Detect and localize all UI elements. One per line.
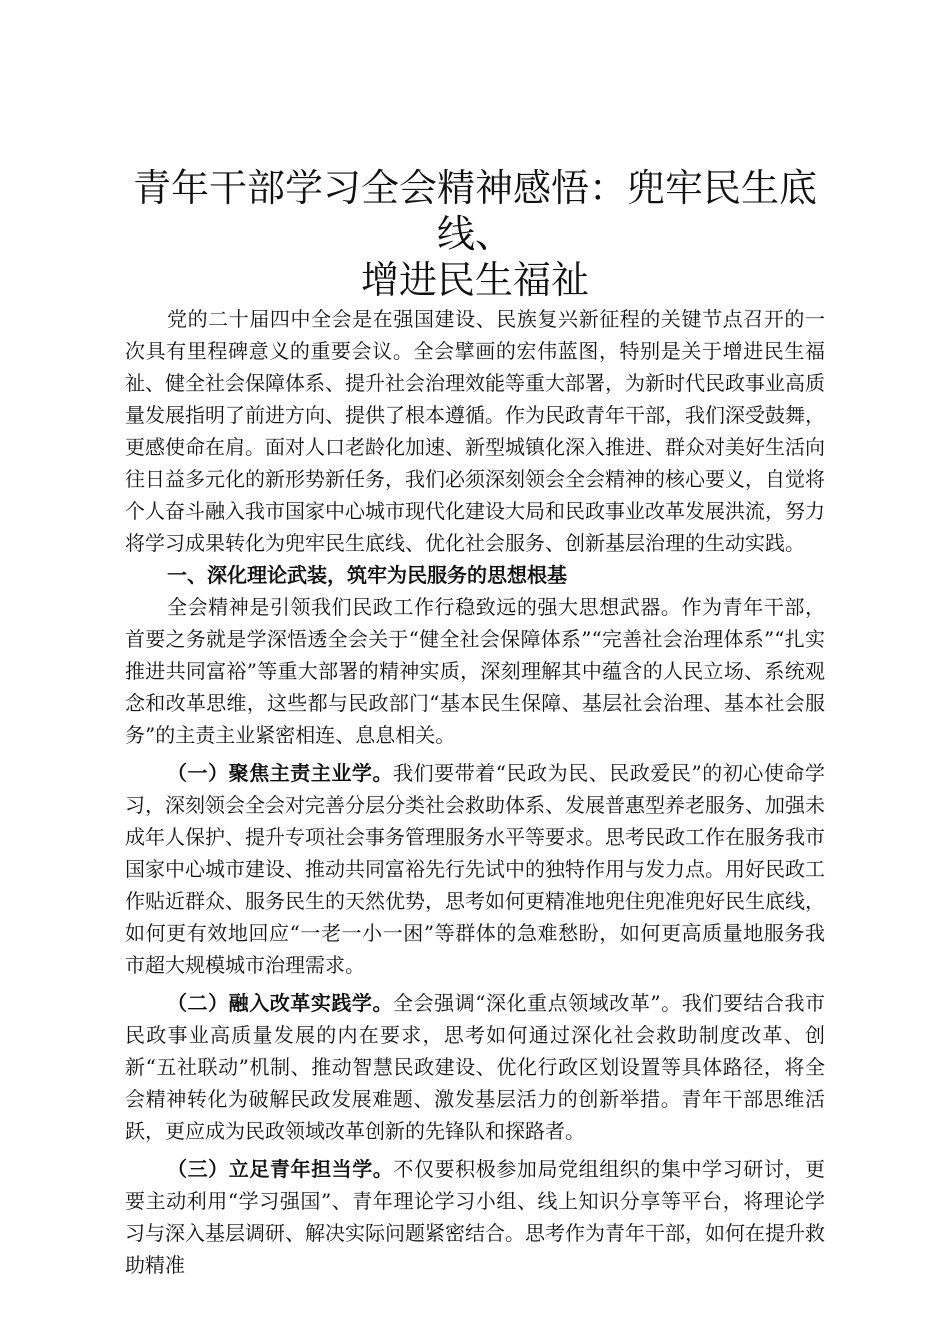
document-page [125,165,825,1281]
item-2-lead: （二）融入改革实践学。 [167,991,394,1015]
item-1-lead: （一）聚焦主责主业学。 [167,761,394,785]
item-3-lead: （三）立足青年担当学。 [167,1157,394,1181]
section-1-paragraph: 全会精神是引领我们民政工作行稳致远的强大思想武器。作为青年干部，首要之务就是学深悟透全会关于“健全社会保障体系”“完善社会治理体系”“扎实推进共同富裕”等重大部署的精神实质，深刻理解其中蕴含的人民立场、系统观念和改革思维，这些都与民政部门“基本民生保障、基层社会治理、基本社会服务”的主责主业紧密相连、息息相关。 [125,595,825,747]
item-1-body: 我们要带着“民政为民、民政爱民”的初心使命学习，深刻领会全会对完善分层分类社会救助体系、发展普惠型养老服务、加强未成年人保护、提升专项社会事务管理服务水平等要求。思考民政工作在服务我市国家中心城市建设、推动共同富裕先行先试中的独特作用与发力点。用好民政工作贴近群众、服务民生的天然优势，思考如何更精准地兜住兜准兜好民生底线，如何更有效地回应“一老一小一困”等群体的急难愁盼，如何更高质量地服务我市超大规模城市治理需求。 [125,761,826,977]
intro-paragraph: 党的二十届四中全会是在强国建设、民族复兴新征程的关键节点召开的一次具有里程碑意义的重要会议。全会擘画的宏伟蓝图，特别是关于增进民生福祉、健全社会保障体系、提升社会治理效能等重大部署，为新时代民政事业高质量发展指明了前进方向、提供了根本遵循。作为民政青年干部，我们深受鼓舞，更感使命在肩。面对人口老龄化加速、新型城镇化深入推进、群众对美好生活向往日益多元化的新形势新任务，我们必须深刻领会全会精神的核心要义，自觉将个人奋斗融入我市国家中心城市现代化建设大局和民政事业改革发展洪流，努力将学习成果转化为兜牢民生底线、优化社会服务、创新基层治理的生动实践。 [125,307,825,555]
item-1-paragraph [125,757,825,981]
section-1-heading: 一、深化理论武装，筑牢为民服务的思想根基 [167,563,567,587]
title-line-2: 增进民生福祉 [360,258,589,302]
title-line-1: 青年干部学习全会精神感悟：兜牢民生底线、 [132,166,817,256]
item-3-paragraph [125,1153,825,1281]
item-2-paragraph [125,987,825,1147]
item-3-body: 不仅要积极参加局党组组织的集中学习研讨，更要主动利用“学习强国”、青年理论学习小组、线上知识分享等平台，将理论学习与深入基层调研、解决实际问题紧密结合。思考作为青年干部，如何在提升救助精准 [125,1157,826,1277]
document-title [125,165,825,303]
item-2-body: 全会强调“深化重点领域改革”。我们要结合我市民政事业高质量发展的内在要求，思考如何通过深化社会救助制度改革、创新“五社联动”机制、推动智慧民政建设、优化行政区划设置等具体路径，将全会精神转化为破解民政发展难题、激发基层活力的创新举措。青年干部思维活跃，更应成为民政领域改革创新的先锋队和探路者。 [125,991,826,1143]
